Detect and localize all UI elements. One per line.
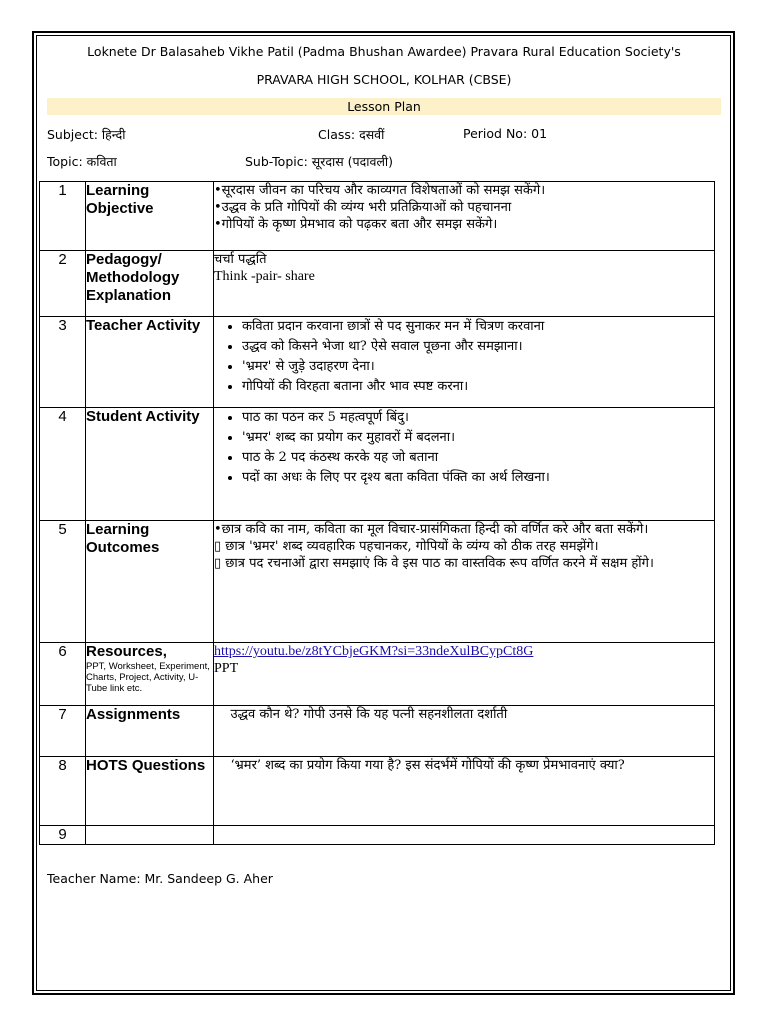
bullet-list	[214, 409, 714, 486]
table-row	[40, 251, 715, 317]
row-content	[214, 317, 715, 408]
table-row	[40, 826, 715, 845]
subtopic-label: Sub-Topic: सूरदास (पदावली)	[245, 154, 394, 169]
row-content	[214, 643, 715, 706]
list-item: • कविता प्रदान करवाना छात्रों से पद सुनाकर मन में चित्रण करवाना	[242, 318, 714, 335]
row-label-cell	[86, 826, 214, 845]
list-item: • गोपियों की विरहता बताना और भाव स्पष्ट करना।	[242, 378, 714, 395]
content-line: उद्धव कौन थे? गोपी उनसे कि यह पत्नी सहनशीलता दर्शाती	[214, 707, 508, 722]
topic-label: Topic: कविता	[47, 154, 117, 169]
society-name: Loknete Dr Balasaheb Vikhe Patil (Padma Bhushan Awardee) Pravara Rural Education Society's	[87, 44, 681, 59]
period-label: Period No: 01	[463, 126, 548, 141]
content-line: •सूरदास जीवन का परिचय और काव्यगत विशेषताओं को समझ सकेंगे।	[214, 183, 546, 198]
bullet-list	[214, 318, 714, 395]
row-number: 4	[40, 408, 86, 521]
table-row	[40, 317, 715, 408]
subject-label: Subject: हिन्दी	[47, 127, 126, 142]
row-label: Teacher Activity	[86, 317, 201, 334]
row-label-cell	[86, 757, 214, 826]
row-number: 5	[40, 521, 86, 643]
content-line: ‘भ्रमर’ शब्द का प्रयोग किया गया है? इस संदर्भमें गोपियों की कृष्ण प्रेमभावनाएं क्या?	[214, 758, 625, 773]
content-line: •छात्र कवि का नाम, कविता का मूल विचार-प्रासंगिकता हिन्दी को वर्णित करे और बता सकेंगे।	[214, 522, 649, 537]
row-number: 8	[40, 757, 86, 826]
list-item: • पाठ का पठन कर 5 महत्वपूर्ण बिंदु।	[242, 409, 714, 426]
list-item: • उद्धव को किसने भेजा था? ऐसे सवाल पूछना और समझाना।	[242, 338, 714, 355]
document-title: Lesson Plan	[47, 98, 721, 115]
table-row	[40, 706, 715, 757]
table-row	[40, 521, 715, 643]
content-line: Think -pair- share	[214, 269, 315, 284]
row-label-cell	[86, 521, 214, 643]
lesson-plan-table	[39, 181, 715, 845]
table-row	[40, 408, 715, 521]
row-label-cell	[86, 643, 214, 706]
row-label: HOTS Questions	[86, 757, 206, 774]
row-label-cell	[86, 408, 214, 521]
school-name: PRAVARA HIGH SCHOOL, KOLHAR (CBSE)	[256, 72, 512, 87]
row-label-cell	[86, 251, 214, 317]
row-content	[214, 757, 715, 826]
content-line: चर्चा पद्धति	[214, 252, 267, 267]
row-label: Learning Objective	[86, 182, 154, 217]
row-content	[214, 706, 715, 757]
row-label: Student Activity	[86, 408, 200, 425]
row-number: 7	[40, 706, 86, 757]
row-label-cell	[86, 706, 214, 757]
table-row	[40, 182, 715, 251]
content-line: •उद्धव के प्रति गोपियों की व्यंग्य भरी प्रतिक्रियाओं को पहचानना	[214, 200, 512, 215]
row-number: 2	[40, 251, 86, 317]
row-number: 9	[40, 826, 86, 845]
row-number: 1	[40, 182, 86, 251]
content-line: •गोपियों के कृष्ण प्रेमभाव को पढ़कर बता और समझ सकेंगे।	[214, 217, 498, 232]
row-content	[214, 826, 715, 845]
table-row	[40, 643, 715, 706]
content-line: ▯ छात्र पद रचनाओं द्वारा समझाएं कि वे इस पाठ का वास्तविक रूप वर्णित करने में सक्षम होंगे।	[214, 556, 654, 571]
row-content	[214, 521, 715, 643]
row-content	[214, 182, 715, 251]
table-row	[40, 757, 715, 826]
row-number: 6	[40, 643, 86, 706]
row-label: Learning Outcomes	[86, 521, 160, 556]
content-line: PPT	[214, 661, 239, 676]
row-label-cell	[86, 182, 214, 251]
row-content	[214, 408, 715, 521]
row-label-cell	[86, 317, 214, 408]
teacher-name: Teacher Name: Mr. Sandeep G. Aher	[47, 871, 273, 886]
list-item: • 'भ्रमर' से जुड़े उदाहरण देना।	[242, 358, 714, 375]
content-line: ▯ छात्र 'भ्रमर' शब्द व्यवहारिक पहचानकर, गोपियों के व्यंग्य को ठीक तरह समझेंगे।	[214, 539, 599, 554]
list-item: • पाठ के 2 पद कंठस्थ करके यह जो बताना	[242, 449, 714, 466]
class-label: Class: दसवीं	[318, 127, 385, 142]
list-item: • पदों का अधः के लिए पर दृश्य बता कविता पंक्ति का अर्थ लिखना।	[242, 469, 714, 486]
row-label: Assignments	[86, 706, 181, 723]
youtube-link[interactable]: https://youtu.be/z8tYCbjeGKM?si=33ndeXulBCypCt8G	[214, 644, 534, 659]
row-content	[214, 251, 715, 317]
list-item: • 'भ्रमर' शब्द का प्रयोग कर मुहावरों में बदलना।	[242, 429, 714, 446]
row-label: Resources,	[86, 643, 167, 660]
row-label: Pedagogy/ Methodology Explanation	[86, 251, 180, 304]
row-number: 3	[40, 317, 86, 408]
resources-sublabel: PPT, Worksheet, Experiment, Charts, Project, Activity, U-Tube link etc.	[86, 661, 210, 694]
